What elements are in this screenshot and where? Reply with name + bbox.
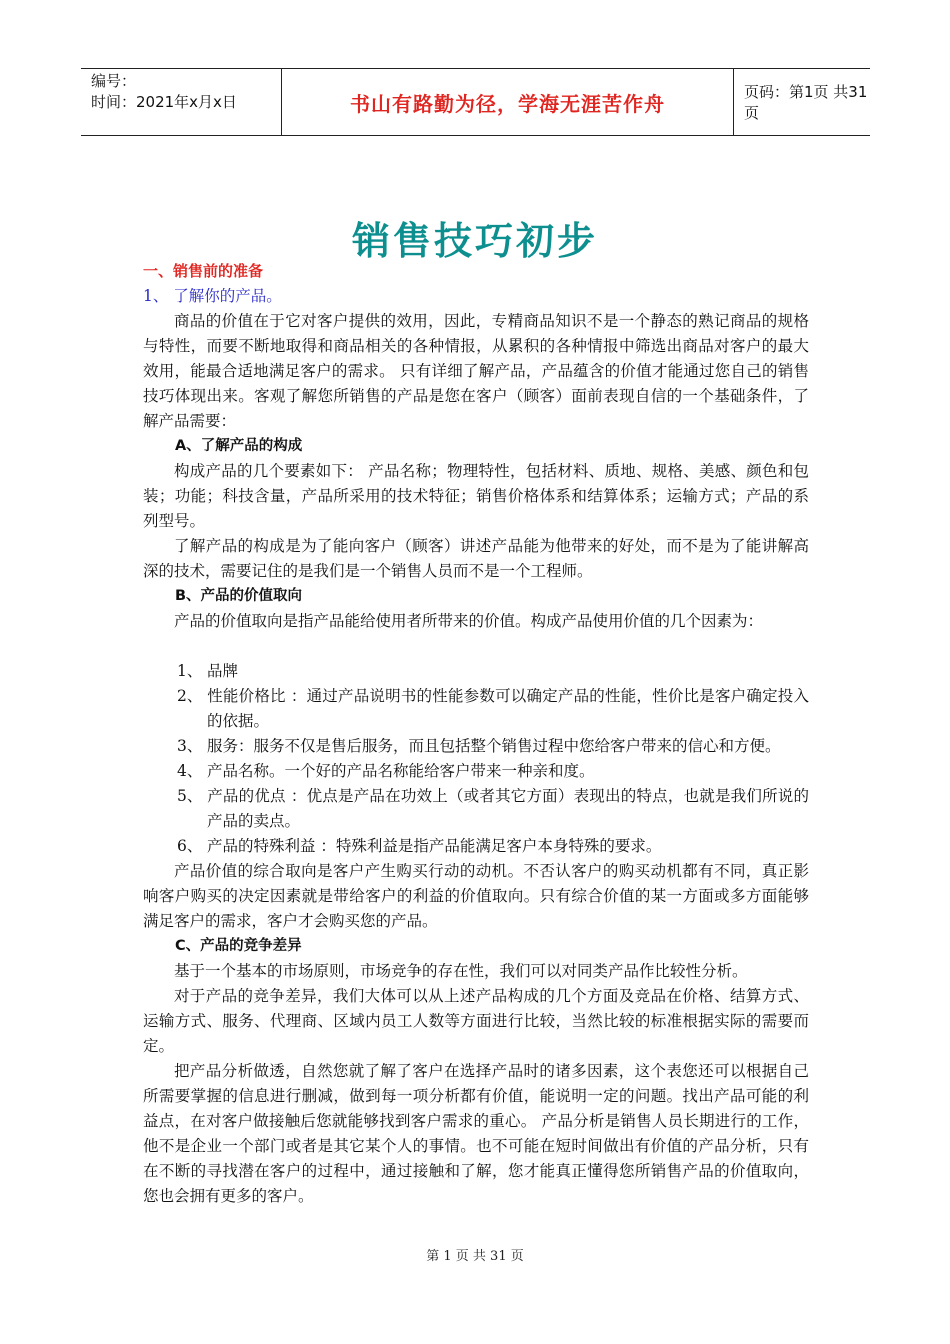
paragraph-a1: 构成产品的几个要素如下： 产品名称；物理特性，包括材料、质地、规格、美感、颜色和包装；功能；科技含量，产品所采用的技术特征；销售价格体系和结算体系；运输方式；产品的系列型号。: [143, 462, 809, 530]
heading-c: C、产品的竞争差异: [175, 938, 302, 954]
list-text: 产品的优点 ：优点是产品在功效上（或者其它方面）表现出的特点，也就是我们所说的产品的卖点。: [207, 787, 809, 830]
heading-b: B、产品的价值取向: [175, 588, 303, 604]
list-item: [143, 659, 809, 684]
page-footer: 第 1 页 共 31 页: [426, 1249, 524, 1264]
list-text: 性能价格比 ：通过产品说明书的性能参数可以确定产品的性能，性价比是客户确定投入的依据。: [207, 687, 809, 730]
subsection-heading: 1、 了解你的产品。: [143, 287, 282, 305]
list-number: 1、: [177, 662, 203, 680]
paragraph-c2: 对于产品的竞争差异，我们大体可以从上述产品构成的几个方面及竞品在价格、结算方式、运输方式、服务、代理商、区域内员工人数等方面进行比较，当然比较的标准根据实际的需要而定。: [143, 987, 809, 1055]
list-text: 服务：服务不仅是售后服务，而且包括整个销售过程中您给客户带来的信心和方便。: [207, 737, 781, 755]
section-heading: 一、销售前的准备: [143, 262, 264, 280]
list-item: [143, 759, 809, 784]
paragraph-c1: 基于一个基本的市场原则，市场竞争的存在性，我们可以对同类产品作比较性分析。: [174, 962, 748, 980]
document-title: 销售技巧初步: [351, 219, 598, 263]
list-item: [143, 784, 809, 834]
doc-date: 时间：2021年x月x日: [91, 93, 237, 111]
paragraph-b2: 产品价值的综合取向是客户产生购买行动的动机。不否认客户的购买动机都有不同，真正影响客户购买的决定因素就是带给客户的利益的价值取向。只有综合价值的某一方面或多方面能够满足客户的需求，客户才会购买您的产品。: [143, 862, 809, 930]
list-number: 6、: [177, 837, 203, 855]
document-body: [143, 259, 809, 1209]
paragraph-b1: 产品的价值取向是指产品能给使用者所带来的价值。构成产品使用价值的几个因素为：: [174, 612, 764, 630]
list-number: 4、: [177, 762, 203, 780]
header-motto-cell: [282, 69, 734, 135]
list-item: [143, 834, 809, 859]
intro-paragraph: 商品的价值在于它对客户提供的效用，因此，专精商品知识不是一个静态的熟记商品的规格与特性，而要不断地取得和商品相关的各种情报，从累积的各种情报中筛选出商品对客户的最大效用，能最合适地满足客户的需求。 只有详细了解产品，产品蕴含的价值才能通过您自己的销售技巧体现出来。客观了解您所销售的产品是您在客户（顾客）面前表现自信的一个基础条件，了解产品需要：: [143, 312, 809, 430]
list-item: [143, 684, 809, 734]
header-meta-cell: [81, 69, 282, 135]
heading-a: A、了解产品的构成: [175, 438, 303, 454]
header-motto: 书山有路勤为径，学海无涯苦作舟: [350, 91, 665, 116]
header-page-cell: [734, 69, 870, 135]
list-item: [143, 734, 809, 759]
paragraph-c3: 把产品分析做透，自然您就了解了客户在选择产品时的诸多因素，这个表您还可以根据自己所需要掌握的信息进行删减，做到每一项分析都有价值，能说明一定的问题。找出产品可能的利益点，在对客户做接触后您就能够找到客户需求的重心。 产品分析是销售人员长期进行的工作，他不是企业一个部门或者是其它某个人的事情。也不可能在短时间做出有价值的产品分析，只有在不断的寻找潜在客户的过程中，通过接触和了解，您才能真正懂得您所销售产品的价值取向，您也会拥有更多的客户。: [143, 1062, 809, 1205]
list-number: 3、: [177, 737, 203, 755]
list-text: 品牌: [207, 662, 239, 680]
list-number: 5、: [177, 787, 203, 805]
header-table: [81, 68, 870, 136]
paragraph-a2: 了解产品的构成是为了能向客户（顾客）讲述产品能为他带来的好处，而不是为了能讲解高深的技术，需要记住的是我们是一个销售人员而不是一个工程师。: [143, 537, 809, 580]
doc-number-label: 编号：: [91, 72, 137, 90]
list-number: 2、: [177, 687, 203, 705]
list-text: 产品的特殊利益 ：特殊利益是指产品能满足客户本身特殊的要求。: [207, 837, 662, 855]
list-text: 产品名称。一个好的产品名称能给客户带来一种亲和度。: [207, 762, 595, 780]
header-page-info: 页码：第1页 共31页: [744, 83, 868, 122]
